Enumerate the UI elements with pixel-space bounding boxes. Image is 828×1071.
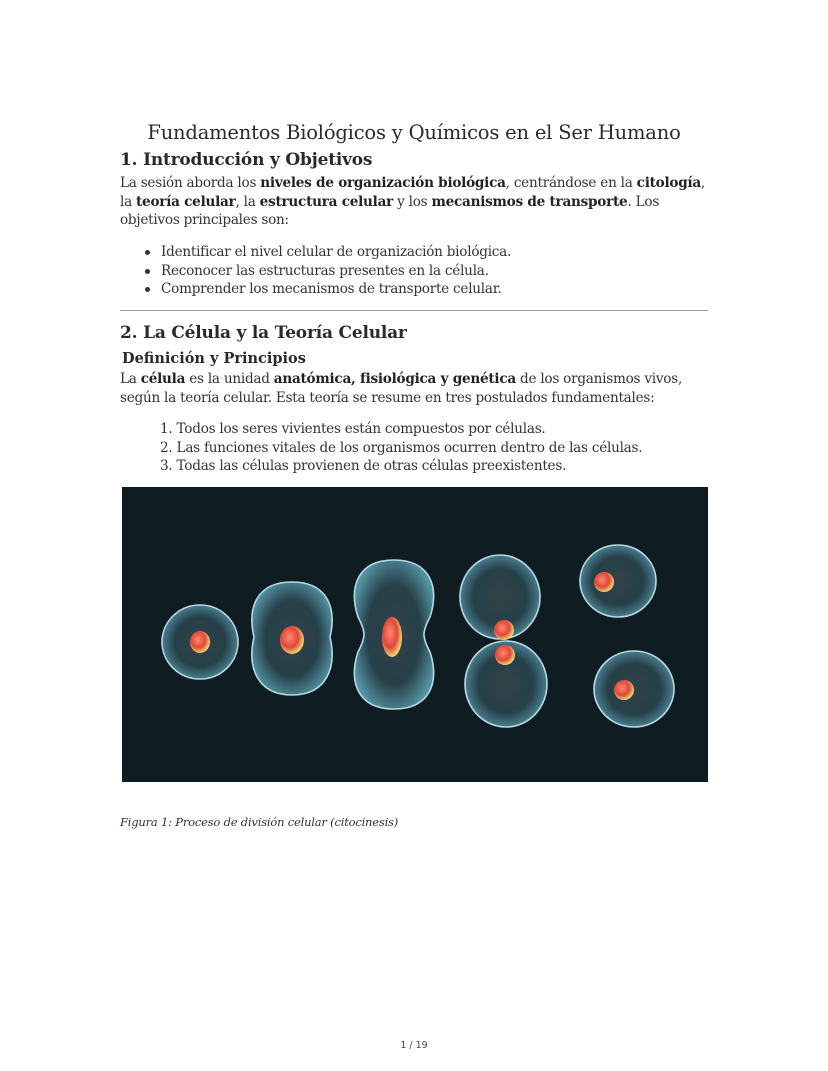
list-item <box>145 262 511 281</box>
text-run: es la unidad <box>185 371 274 387</box>
cell-division-figure <box>122 487 708 782</box>
horizontal-divider <box>120 310 708 311</box>
section-heading-introduction: 1. Introducción y Objetivos <box>120 150 373 170</box>
postulates-list <box>160 420 642 476</box>
text-run: . Los objetivos principales son: <box>120 193 660 228</box>
bold-term: niveles de organización biológica <box>260 175 506 191</box>
bold-term: estructura celular <box>259 193 394 210</box>
list-item <box>145 280 511 299</box>
section-heading-cell-theory: 2. La Célula y la Teoría Celular <box>120 323 407 343</box>
text-run: , la <box>235 193 260 210</box>
figure-caption: Figura 1: Proceso de división celular (citocinesis) <box>120 815 399 829</box>
bold-term: célula <box>140 371 186 387</box>
list-item-text: Identificar el nivel celular de organización biológica. <box>161 244 512 260</box>
subsection-heading-definition: Definición y Principios <box>122 350 306 367</box>
bullet-icon <box>145 250 150 255</box>
bold-term: citología <box>636 175 701 191</box>
cell-definition-paragraph <box>120 370 720 407</box>
list-item: 2. Las funciones vitales de los organismos ocurren dentro de las células. <box>160 439 643 456</box>
page-indicator: 1 / 19 <box>400 1040 428 1051</box>
text-run: de los organismos vivos, según la teoría celular. Esta teoría se resume en tres postulados fundamentales: <box>120 371 683 406</box>
document-title: Fundamentos Biológicos y Químicos en el Ser Humano <box>147 121 681 144</box>
text-run: y los <box>393 193 432 210</box>
text-run: , la <box>120 175 705 210</box>
cell-division-illustration <box>122 487 708 782</box>
bold-term: mecanismos de transporte <box>431 193 628 210</box>
intro-paragraph <box>120 174 720 230</box>
bullet-icon <box>145 287 150 292</box>
list-item-text: Reconocer las estructuras presentes en la célula. <box>161 262 489 279</box>
text-run: La <box>120 371 141 387</box>
list-item: 1. Todos los seres vivientes están compuestos por células. <box>160 421 546 437</box>
list-item <box>145 243 511 262</box>
list-item-text: Comprender los mecanismos de transporte celular. <box>161 281 502 297</box>
bold-term: teoría celular <box>136 193 236 210</box>
list-item: 3. Todas las células provienen de otras células preexistentes. <box>160 458 567 474</box>
text-run: La sesión aborda los <box>120 175 261 191</box>
bullet-icon <box>145 269 150 274</box>
text-run: , centrándose en la <box>505 175 637 191</box>
bold-term: anatómica, fisiológica y genética <box>273 371 516 387</box>
objectives-list <box>145 243 511 299</box>
